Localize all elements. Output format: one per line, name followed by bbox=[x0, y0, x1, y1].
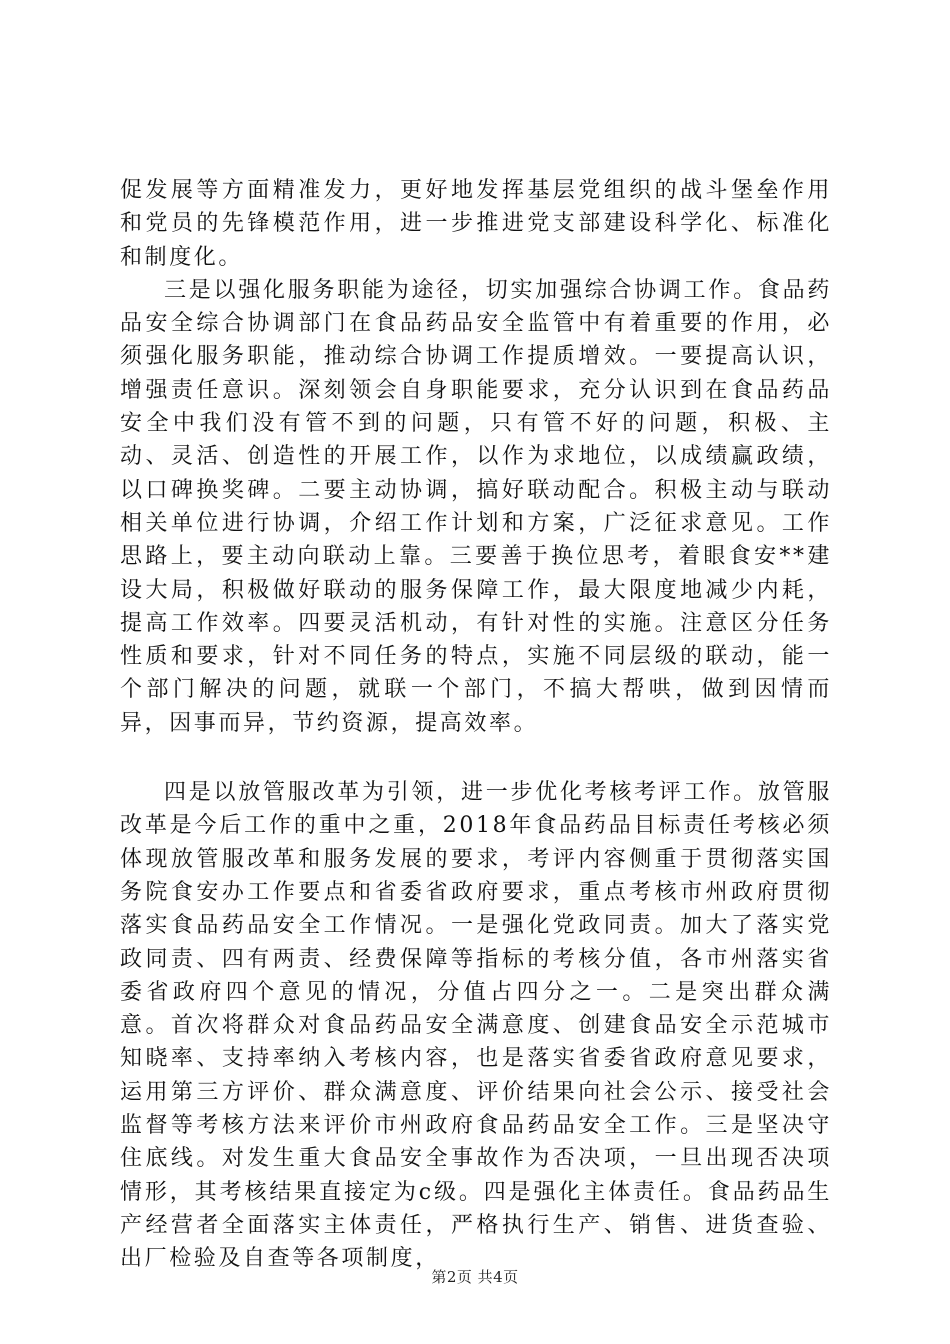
paragraph-spacer bbox=[120, 740, 832, 776]
paragraph-coordination: 三是以强化服务职能为途径，切实加强综合协调工作。食品药品安全综合协调部门在食品药品安全监管中有着重要的作用，必须强化服务职能，推动综合协调工作提质增效。一要提高认识，增强责任意识。深刻领会自身职能要求，充分认识到在食品药品安全中我们没有管不到的问题，只有管不好的问题，积极、主动、灵活、创造性的开展工作，以作为求地位，以成绩赢政绩，以口碑换奖碑。二要主动协调，搞好联动配合。积极主动与联动相关单位进行协调，介绍工作计划和方案，广泛征求意见。工作思路上，要主动向联动上靠。三要善于换位思考，着眼食安**建设大局，积极做好联动的服务保障工作，最大限度地减少内耗，提高工作效率。四要灵活机动，有针对性的实施。注意区分任务性质和要求，针对不同任务的特点，实施不同层级的联动，能一个部门解决的问题，就联一个部门，不搞大帮哄，做到因情而异，因事而异，节约资源，提高效率。 bbox=[120, 277, 832, 736]
document-body bbox=[120, 174, 832, 1276]
page-number-footer: 第2页 共4页 bbox=[431, 1268, 519, 1286]
paragraph-assessment: 四是以放管服改革为引领，进一步优化考核考评工作。放管服改革是今后工作的重中之重，2018年食品药品目标责任考核必须体现放管服改革和服务发展的要求，考评内容侧重于贯彻落实国务院食安办工作要点和省委省政府要求，重点考核市州政府贯彻落实食品药品安全工作情况。一是强化党政同责。加大了落实党政同责、四有两责、经费保障等指标的考核分值，各市州落实省委省政府四个意见的情况，分值占四分之一。二是突出群众满意。首次将群众对食品药品安全满意度、创建食品安全示范城市知晓率、支持率纳入考核内容，也是落实省委省政府意见要求，运用第三方评价、群众满意度、评价结果向社会公示、接受社会监督等考核方法来评价市州政府食品药品安全工作。三是坚决守住底线。对发生重大食品安全事故作为否决项，一旦出现否决项情形，其考核结果直接定为c级。四是强化主体责任。食品药品生产经营者全面落实主体责任，严格执行生产、销售、进货查验、出厂检验及自查等各项制度， bbox=[120, 780, 832, 1272]
paragraph-continuation: 促发展等方面精准发力，更好地发挥基层党组织的战斗堡垒作用和党员的先锋模范作用，进一步推进党支部建设科学化、标准化和制度化。 bbox=[120, 178, 832, 270]
